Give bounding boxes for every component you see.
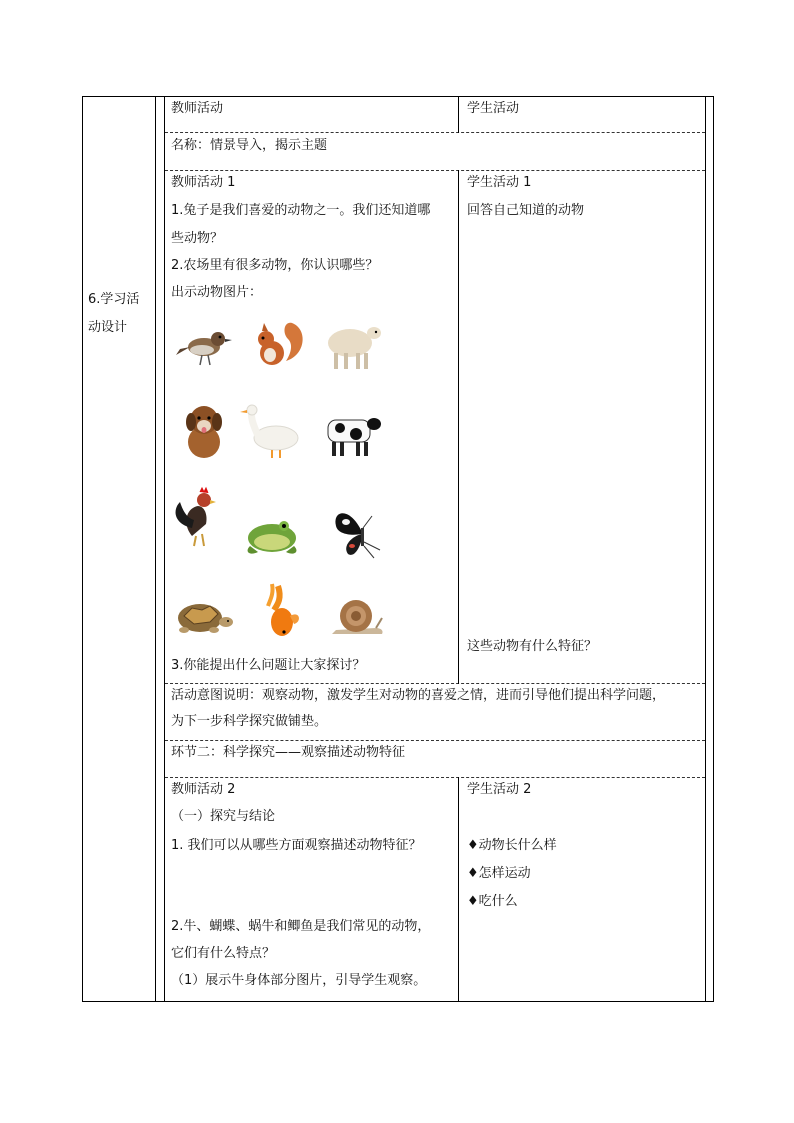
section-label-line2: 动设计: [88, 320, 128, 335]
section1-name: 名称：情景导入，揭示主题: [171, 138, 328, 153]
header-student: 学生活动: [467, 101, 520, 116]
col-divider: [458, 96, 459, 133]
left-col-divider: [155, 96, 156, 1002]
question-1-line1: 1.兔子是我们喜爱的动物之一。我们还知道哪: [171, 203, 431, 218]
bullet-food: ♦吃什么: [467, 894, 518, 909]
teacher-activity-1-title: 教师活动 1: [171, 175, 236, 190]
student-answer-1: 回答自己知道的动物: [467, 203, 585, 218]
puppy-image: [172, 398, 236, 462]
row-divider: [165, 777, 705, 778]
section2-question-2-line2: 它们有什么特点？: [171, 946, 276, 961]
row-divider: [165, 740, 705, 741]
left-col-divider-inner: [164, 96, 165, 1002]
student-activity-1-title: 学生活动 1: [467, 175, 532, 190]
table-border-left: [82, 96, 83, 1002]
section2-step-1: （1）展示牛身体部分图片，引导学生观察。: [171, 973, 427, 988]
section2-question-2-line1: 2.牛、蝴蝶、蜗牛和鲫鱼是我们常见的动物，: [171, 919, 431, 934]
sheep-image: [320, 311, 384, 375]
question-2: 2.农场里有很多动物，你认识哪些？: [171, 258, 379, 273]
student-question: 这些动物有什么特征？: [467, 639, 598, 654]
inner-right-border: [705, 96, 706, 1002]
goldfish-image: [252, 580, 316, 644]
section-label-line1: 6.学习活: [88, 292, 140, 307]
snail-image: [326, 586, 390, 650]
row-divider: [165, 132, 705, 133]
activity-intent-line2: 为下一步科学探究做铺垫。: [171, 714, 328, 729]
bullet-movement: ♦怎样运动: [467, 866, 531, 881]
teacher-activity-2-title: 教师活动 2: [171, 782, 236, 797]
tortoise-image: [170, 586, 234, 650]
cow-image: [318, 398, 382, 462]
section2-question-1: 1. 我们可以从哪些方面观察描述动物特征？: [171, 838, 422, 853]
squirrel-image: [246, 311, 310, 375]
butterfly-image: [330, 502, 394, 566]
show-images-label: 出示动物图片：: [171, 285, 263, 300]
col-divider: [458, 170, 459, 684]
table-border-bottom: [82, 1001, 714, 1002]
sparrow-image: [172, 311, 236, 375]
question-1-line2: 些动物？: [171, 231, 224, 246]
goose-image: [240, 398, 304, 462]
sub-heading-explore: （一）探究与结论: [171, 809, 276, 824]
frog-image: [240, 502, 304, 566]
section2-title: 环节二：科学探究——观察描述动物特征: [171, 745, 406, 760]
activity-intent-line1: 活动意图说明：观察动物，激发学生对动物的喜爱之情，进而引导他们提出科学问题，: [171, 688, 666, 703]
header-teacher: 教师活动: [171, 101, 224, 116]
table-border-top: [82, 96, 714, 97]
table-border-right: [713, 96, 714, 1002]
row-divider: [165, 170, 705, 171]
question-3: 3.你能提出什么问题让大家探讨？: [171, 658, 366, 673]
student-activity-2-title: 学生活动 2: [467, 782, 532, 797]
bullet-appearance: ♦动物长什么样: [467, 838, 557, 853]
col-divider: [458, 777, 459, 1002]
row-divider: [165, 683, 705, 684]
rooster-image: [168, 484, 232, 548]
